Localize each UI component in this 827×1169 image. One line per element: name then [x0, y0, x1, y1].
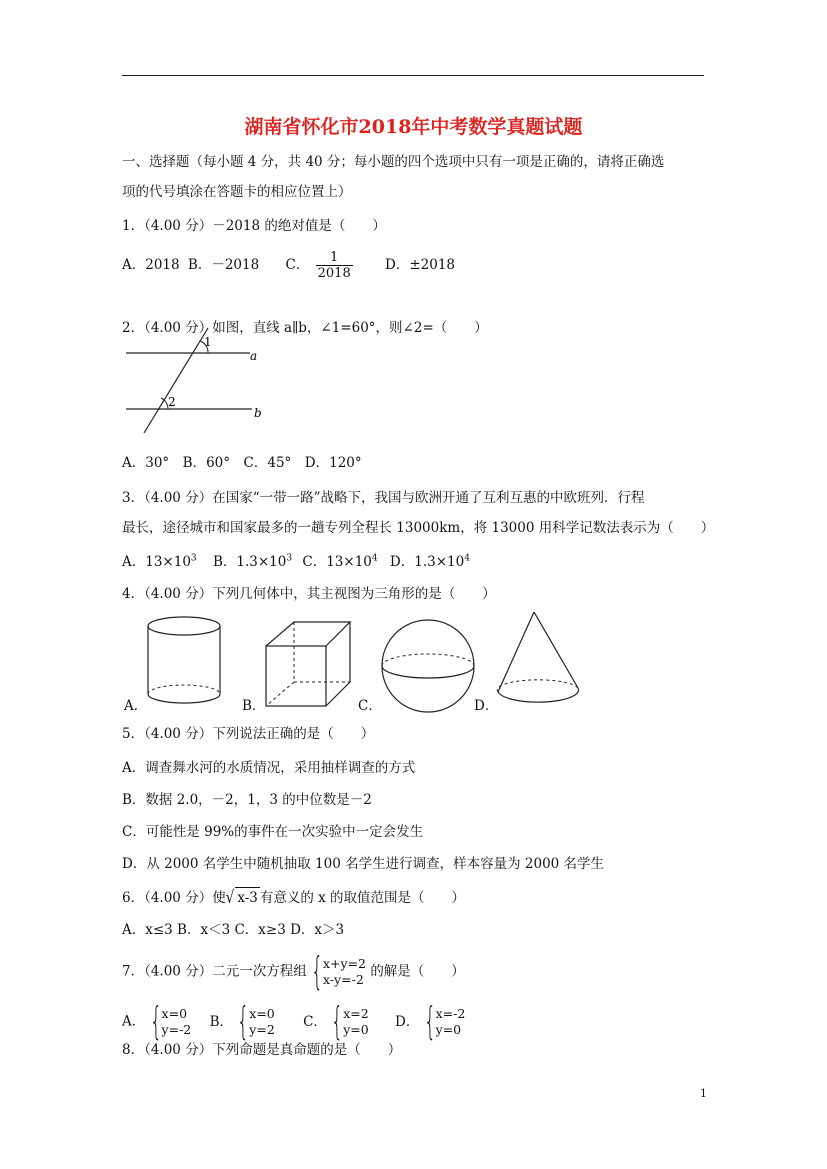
section-heading-line1: 一、选择题（每小题 4 分，共 40 分；每小题的四个选项中只有一项是正确的，请将正确选	[122, 154, 665, 170]
q4-stem: 4．（4.00 分）下列几何体中，其主视图为三角形的是（ ）	[122, 586, 496, 602]
q6-stem	[122, 887, 465, 908]
fraction-numerator: 1	[316, 250, 353, 266]
q2-parallel-lines-figure	[120, 322, 280, 438]
q4-option-a-label: A．	[124, 698, 148, 714]
q7-option-b-x: x=0	[249, 1006, 275, 1021]
q4-cone-figure	[492, 608, 588, 712]
q7-option-d-y: y=0	[435, 1022, 462, 1037]
q1-option-d: D．±2018	[385, 257, 456, 273]
angle-2-label: 2	[168, 395, 176, 409]
q2-options: A．30° B．60° C．45° D．120°	[122, 455, 362, 471]
q3-line1: 3．（4.00 分）在国家“一带一路”战略下，我国与欧洲开通了互利互惠的中欧班列．行程	[122, 490, 645, 506]
q5-stem: 5．（4.00 分）下列说法正确的是（ ）	[122, 726, 375, 742]
q4-cylinder-figure	[140, 612, 230, 708]
q7-option-c-y: y=0	[343, 1022, 369, 1037]
transversal-line	[144, 328, 208, 433]
q5-option-b: B．数据 2.0，－2，1，3 的中位数是－2	[122, 792, 372, 808]
q6-stem-prefix: 6．（4.00 分）使	[122, 890, 226, 906]
q7-option-c-x: x=2	[343, 1006, 369, 1021]
q7-option-c-system	[331, 999, 369, 1043]
q3-option-c: C．$13\times 10^4$	[302, 553, 378, 570]
left-brace: {	[423, 999, 436, 1043]
q7-equation-2: x-y=-2	[323, 972, 364, 987]
q3-option-d: D．$1.3\times 10^4$	[389, 553, 470, 570]
left-brace: {	[149, 999, 162, 1043]
left-brace: {	[311, 949, 324, 993]
q2-stem: 2．（4.00 分）如图，直线 a∥b，∠1=60°，则∠2=（ ）	[122, 320, 488, 336]
q1-option-c-label: C．	[285, 257, 310, 273]
q5-option-d: D．从 2000 名学生中随机抽取 100 名学生进行调查，样本容量为 2000 名学生	[122, 856, 605, 872]
q7-option-c-label: C．	[303, 1013, 327, 1030]
q7-option-b-y: y=2	[249, 1022, 275, 1037]
left-brace: {	[237, 999, 250, 1043]
q1-stem: 1．（4.00 分）－2018 的绝对值是（ ）	[122, 218, 386, 234]
left-brace: {	[331, 999, 344, 1043]
q3-option-a: A．$13\times 10^3$	[122, 553, 197, 570]
line-b-label: b	[254, 406, 262, 420]
header-rule	[122, 75, 704, 76]
q1-option-b: B．－2018	[187, 257, 260, 273]
q7-option-d-system	[423, 999, 466, 1043]
q4-cube-figure	[258, 618, 358, 710]
q6-stem-suffix: 有意义的 x 的取值范围是（ ）	[259, 890, 466, 906]
q7-option-a-system	[149, 999, 192, 1043]
angle-1-label: 1	[204, 335, 212, 349]
q6-options: A．x≤3 B．x＜3 C．x≥3 D．x＞3	[122, 922, 345, 938]
q3-options	[122, 552, 470, 572]
page-number: 1	[700, 1087, 707, 1100]
q3-option-b: B．$1.3\times 10^3$	[212, 553, 293, 570]
q1-option-c-fraction	[316, 250, 353, 281]
q5-option-c: C．可能性是 99%的事件在一次实验中一定会发生	[122, 824, 424, 840]
q7-option-b-system	[237, 999, 275, 1043]
page-title: 湖南省怀化市2018年中考数学真题试题	[244, 116, 583, 138]
q6-radicand: x-3	[235, 887, 260, 908]
q7-option-d-label: D．	[395, 1013, 420, 1030]
fraction-denominator: 2018	[317, 266, 351, 281]
q7-option-a-label: A．	[122, 1013, 146, 1030]
q4-option-c-label: C．	[358, 698, 382, 714]
q7-option-d-x: x=-2	[435, 1006, 466, 1021]
q1-option-a: A．2018	[122, 257, 180, 273]
line-a-label: a	[250, 349, 258, 363]
q4-option-d-label: D．	[474, 698, 499, 714]
q7-option-b-label: B．	[209, 1013, 233, 1030]
q4-sphere-figure	[376, 618, 480, 718]
q7-stem-prefix: 7．（4.00 分）二元一次方程组	[122, 963, 307, 980]
q7-options	[122, 999, 466, 1043]
q7-option-a-x: x=0	[161, 1006, 188, 1021]
section-heading-line2: 项的代号填涂在答题卡的相应位置上）	[122, 184, 352, 200]
q7-option-a-y: y=-2	[161, 1022, 192, 1037]
q1-options	[122, 250, 455, 281]
sqrt-symbol: √	[225, 887, 235, 909]
q5-option-a: A．调查舞水河的水质情况，采用抽样调查的方式	[122, 760, 416, 776]
q7-equation-system	[311, 949, 367, 993]
q4-option-b-label: B．	[242, 698, 266, 714]
q7-stem-suffix: 的解是（ ）	[370, 963, 465, 980]
q8-stem: 8．（4.00 分）下列命题是真命题的是（ ）	[122, 1042, 402, 1058]
q3-line2: 最长，途径城市和国家最多的一趟专列全程长 13000km，将 13000 用科学记数法表示为（ ）	[122, 520, 715, 536]
q7-equation-1: x+y=2	[323, 956, 367, 971]
q7-stem	[122, 949, 465, 993]
